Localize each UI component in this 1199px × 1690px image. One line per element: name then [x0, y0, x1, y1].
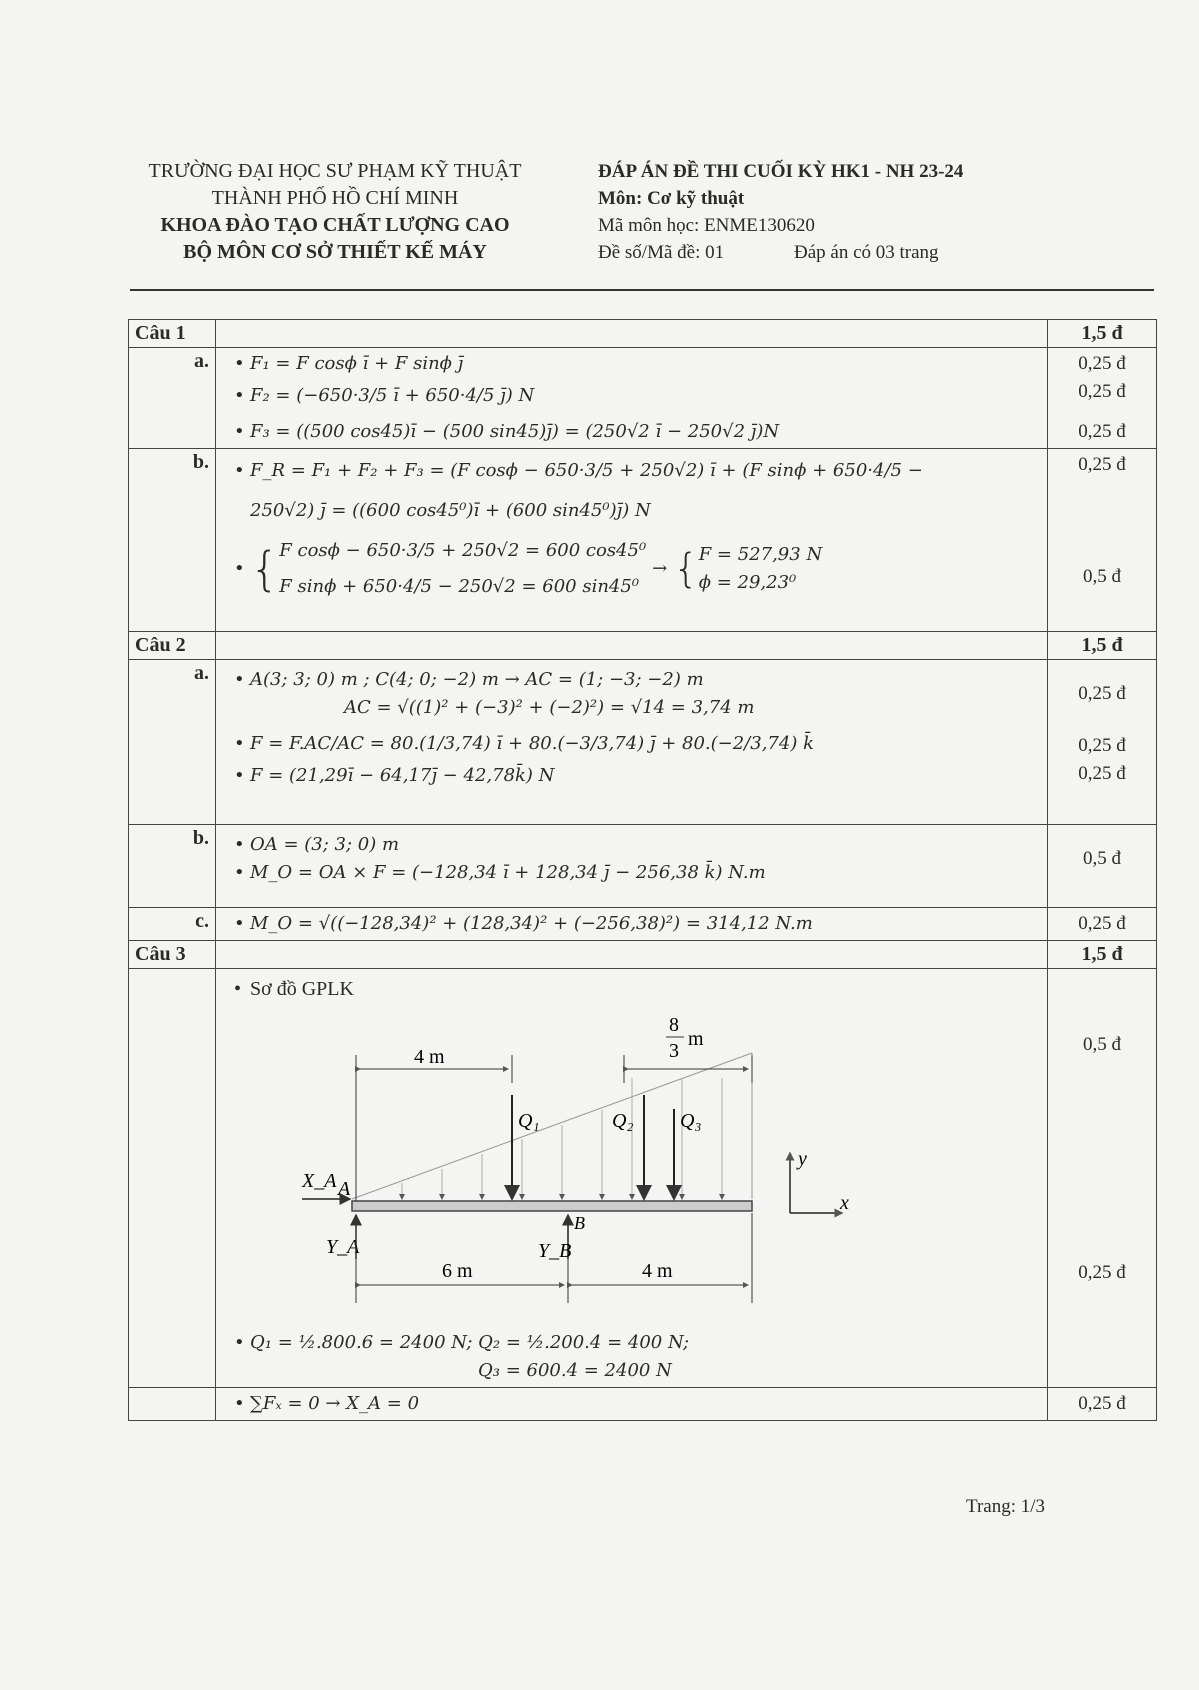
table-row: a. • A(3; 3; 0) m ; C(4; 0; −2) m → AC = (1; −3; −2) m AC = √((1)² + (−3)² + (−2)²) = √14 = 3,74 m • F = F.AC/AC = 80.(1/3,74) ī + 80.(−3/3,74) j̄ + 80.(−2/3,74) k̄ • F = (21,29ī − 64,17j̄ − 42,78k̄) N 0,25 đ 0,25 đ 0,25 đ	[129, 660, 1157, 825]
formula-line: A(3; 3; 0) m ; C(4; 0; −2) m → AC = (1; −3; −2) m	[250, 669, 704, 690]
part-label: a.	[129, 348, 216, 449]
points: 0,5 đ	[1083, 1034, 1121, 1055]
y-axis-label: y	[798, 1148, 807, 1170]
beam	[352, 1201, 752, 1211]
formula-line: F = (21,29ī − 64,17j̄ − 42,78k̄) N	[250, 765, 555, 786]
q3-label: Q₃	[680, 1110, 702, 1132]
question-score: 1,5 đ	[1048, 320, 1157, 348]
table-row	[129, 320, 1157, 348]
formula-line: Q₁ = ½.800.6 = 2400 N; Q₂ = ½.200.4 = 400 N;	[250, 1332, 690, 1353]
formula-line: F = 527,93 N	[698, 544, 823, 565]
question-score: 1,5 đ	[1048, 941, 1157, 969]
table-row	[129, 632, 1157, 660]
pages-note: Đáp án có 03 trang	[794, 242, 939, 263]
x-axis-label: x	[840, 1192, 849, 1214]
city-name: THÀNH PHỐ HỒ CHÍ MINH	[211, 187, 459, 209]
points: 0,25 đ	[1078, 1262, 1126, 1283]
dimension-label: 3	[669, 1040, 679, 1062]
table-row: • Sơ đồ GPLK Q₁ Q₂ Q₃ 4 m 8 3 m X_A A Y_A B Y_B 6 m 4 m y x • Q₁ = ½.800.6 = 2400 N; Q₂ = ½.200.4 = 400 N; Q₃ = 600.4 = 2400 N 0,5 đ 0,25 đ	[129, 969, 1157, 1388]
formula-line: M_O = OA × F = (−128,34 ī + 128,34 j̄ − 256,38 k̄) N.m	[250, 862, 766, 883]
points: 0,25 đ	[1078, 454, 1126, 475]
points: 0,25 đ	[1078, 683, 1126, 704]
points: 0,25 đ	[1078, 763, 1126, 784]
department-name: BỘ MÔN CƠ SỞ THIẾT KẾ MÁY	[183, 241, 487, 263]
points: 0,5 đ	[1083, 848, 1121, 869]
table-row	[129, 941, 1157, 969]
dimension-label: m	[688, 1028, 704, 1050]
table-row: b. • OA = (3; 3; 0) m • M_O = OA × F = (−128,34 ī + 128,34 j̄ − 256,38 k̄) N.m 0,5 đ	[129, 825, 1157, 908]
formula-line: F cosϕ − 650·3/5 + 250√2 = 600 cos45⁰	[279, 540, 647, 561]
formula-line: OA = (3; 3; 0) m	[250, 834, 400, 855]
dimension-label: 8	[669, 1014, 679, 1036]
dimension-label: 4 m	[414, 1046, 445, 1068]
question-label: Câu 2	[129, 632, 216, 660]
table-row: c. • M_O = √((−128,34)² + (128,34)² + (−256,38)²) = 314,12 N.m 0,25 đ	[129, 908, 1157, 941]
university-header	[100, 158, 570, 266]
subject-name: Môn: Cơ kỹ thuật	[598, 188, 745, 209]
points: 0,25 đ	[1078, 353, 1126, 374]
question-label: Câu 3	[129, 941, 216, 969]
part-label: c.	[129, 908, 216, 941]
q2-label: Q₂	[612, 1110, 634, 1132]
exam-number: Đề số/Mã đề: 01	[598, 242, 725, 263]
question-label: Câu 1	[129, 320, 216, 348]
formula-line: F₁ = F cosϕ ī + F sinϕ j̄	[250, 353, 464, 374]
formula-line: ϕ = 29,23⁰	[698, 572, 797, 593]
formula-line: F_R = F₁ + F₂ + F₃ = (F cosϕ − 650·3/5 + 250√2) ī + (F sinϕ + 650·4/5 −	[250, 460, 923, 481]
point-b-label: B	[574, 1213, 585, 1233]
dimension-label: 4 m	[642, 1260, 673, 1282]
header-divider	[130, 289, 1154, 291]
faculty-name: KHOA ĐÀO TẠO CHẤT LƯỢNG CAO	[160, 214, 510, 236]
points: 0,5 đ	[1083, 566, 1121, 587]
diagram-caption: Sơ đồ GPLK	[250, 978, 354, 1000]
answer-table	[128, 319, 1157, 1421]
formula-line: F₂ = (−650·3/5 ī + 650·4/5 j̄) N	[250, 385, 535, 406]
ya-label: Y_A	[326, 1236, 360, 1258]
university-name: TRƯỜNG ĐẠI HỌC SƯ PHẠM KỸ THUẬT	[148, 160, 522, 182]
part-label: b.	[129, 449, 216, 632]
exam-info-header	[598, 158, 1118, 266]
point-a-label: A	[338, 1178, 351, 1200]
formula-line: 250√2) j̄ = ((600 cos45⁰)ī + (600 sin45⁰)j̄) N	[250, 500, 651, 521]
formula-line: F₃ = ((500 cos45)ī − (500 sin45)j̄) = (250√2 ī − 250√2 j̄)N	[250, 421, 780, 442]
table-row: • ∑Fₓ = 0 → X_A = 0 0,25 đ	[129, 1388, 1157, 1421]
points: 0,25 đ	[1078, 913, 1126, 934]
points: 0,25 đ	[1078, 381, 1126, 402]
formula-line: M_O = √((−128,34)² + (128,34)² + (−256,38)²) = 314,12 N.m	[250, 913, 813, 934]
formula-line: F = F.AC/AC = 80.(1/3,74) ī + 80.(−3/3,74) j̄ + 80.(−2/3,74) k̄	[250, 733, 814, 754]
points: 0,25 đ	[1078, 1393, 1126, 1414]
dimension-label: 6 m	[442, 1260, 473, 1282]
formula-line: ∑Fₓ = 0 → X_A = 0	[250, 1393, 420, 1414]
q1-label: Q₁	[518, 1110, 540, 1132]
formula-line: Q₃ = 600.4 = 2400 N	[478, 1360, 672, 1381]
part-label: a.	[129, 660, 216, 825]
page-number: Trang: 1/3	[966, 1496, 1046, 1517]
part-label: b.	[129, 825, 216, 908]
table-row: b. • F_R = F₁ + F₂ + F₃ = (F cosϕ − 650·3/5 + 250√2) ī + (F sinϕ + 650·4/5 − 250√2) j̄ = ((600 cos45⁰)ī + (600 sin45⁰)j̄) N • { F cosϕ − 650·3/5 + 250√2 = 600 cos45⁰ F sinϕ + 650·4/5 − 250√2 = 600 sin45⁰ → { F = 527,93 N ϕ = 29,23⁰ 0,25 đ 0,5 đ	[129, 449, 1157, 632]
formula-line: AC = √((1)² + (−3)² + (−2)²) = √14 = 3,74 m	[344, 697, 755, 718]
points: 0,25 đ	[1078, 735, 1126, 756]
question-score: 1,5 đ	[1048, 632, 1157, 660]
free-body-diagram	[242, 1003, 862, 1323]
table-row: a. • F₁ = F cosϕ ī + F sinϕ j̄ • F₂ = (−650·3/5 ī + 650·4/5 j̄) N • F₃ = ((500 cos45)ī − (500 sin45)j̄) = (250√2 ī − 250√2 j̄)N 0,25 đ 0,25 đ 0,25 đ	[129, 348, 1157, 449]
course-code: Mã môn học: ENME130620	[598, 215, 815, 236]
formula-line: F sinϕ + 650·4/5 − 250√2 = 600 sin45⁰	[279, 576, 640, 597]
xa-label: X_A	[302, 1170, 337, 1192]
points: 0,25 đ	[1078, 421, 1126, 442]
yb-label: Y_B	[538, 1240, 572, 1262]
exam-title: ĐÁP ÁN ĐỀ THI CUỐI KỲ HK1 - NH 23-24	[598, 161, 964, 182]
